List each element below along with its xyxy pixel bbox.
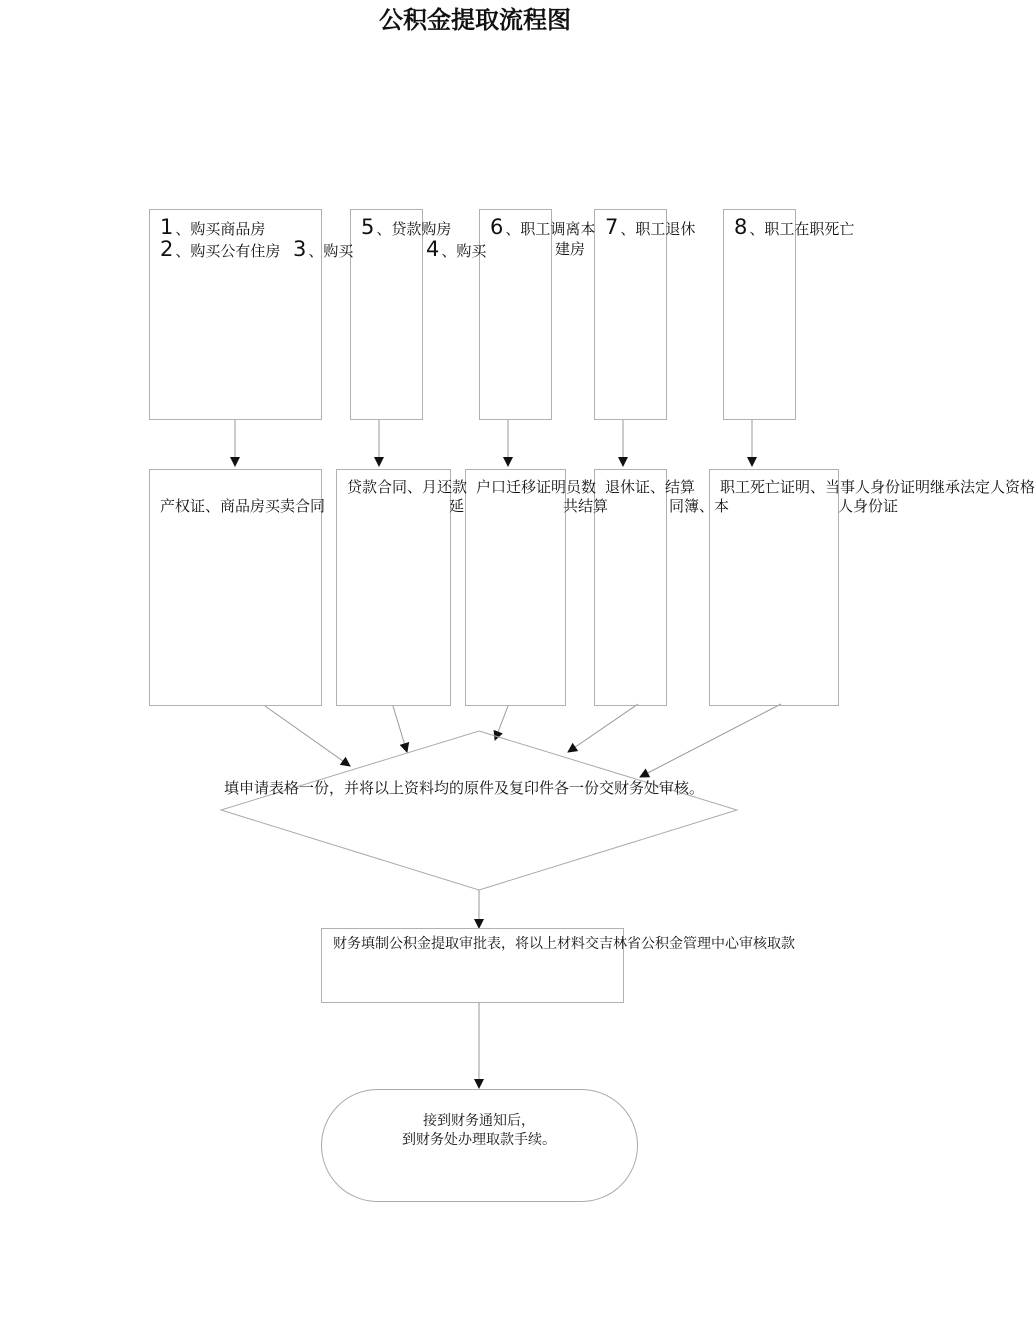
terminal-line-2: 到财务处办理取款手续。: [402, 1132, 556, 1148]
materials-4: 退休证、结算: [605, 478, 696, 496]
terminal-text: [321, 1112, 637, 1150]
arrow-9: [568, 704, 638, 752]
condition-4-tail: 建房: [555, 240, 586, 258]
condition-box-4: [594, 209, 667, 420]
condition-2: 2 、购买公有住房: [160, 237, 281, 261]
materials-2b: 延: [449, 497, 465, 515]
decision-text: 填申请表格一份，并将以上资料均的原件及复印件各一份交财务处审核。: [224, 779, 705, 797]
condition-4: 4 、购买: [426, 237, 487, 261]
condition-3: 3 、购买: [293, 237, 354, 261]
condition-box-5: [723, 209, 796, 420]
materials-3b: 共结算: [563, 497, 609, 515]
condition-box-3: [479, 209, 552, 420]
arrow-6: [265, 706, 350, 766]
materials-1: 产权证、商品房买卖合同: [160, 497, 326, 515]
materials-4b: 同簿、本: [669, 497, 730, 515]
decision-diamond: [221, 731, 737, 890]
materials-3: 户口迁移证明员数: [476, 478, 597, 496]
page-title: 公积金提取流程图: [379, 5, 571, 34]
arrow-7: [393, 706, 407, 752]
materials-2: 贷款合同、月还款: [347, 478, 468, 496]
materials-5: 职工死亡证明、当事人身份证明继承法定人资格: [720, 478, 1035, 496]
condition-8: 8 、职工在职死亡: [734, 215, 855, 239]
arrow-10: [640, 704, 781, 777]
materials-box-3: [465, 469, 566, 706]
condition-5: 5 、贷款购房: [361, 215, 452, 239]
condition-7: 7 、职工退休: [605, 215, 696, 239]
materials-box-2: [336, 469, 451, 706]
process-text: 财务填制公积金提取审批表，将以上材料交吉林省公积金管理中心审核取款: [333, 936, 795, 952]
condition-1: 1 、购买商品房: [160, 215, 266, 239]
condition-6: 6 、职工调离本: [490, 215, 596, 239]
materials-5b: 人身份证: [838, 497, 899, 515]
condition-box-2: [350, 209, 423, 420]
arrow-8: [495, 706, 508, 740]
terminal-line-1: 接到财务通知后，: [423, 1113, 535, 1129]
